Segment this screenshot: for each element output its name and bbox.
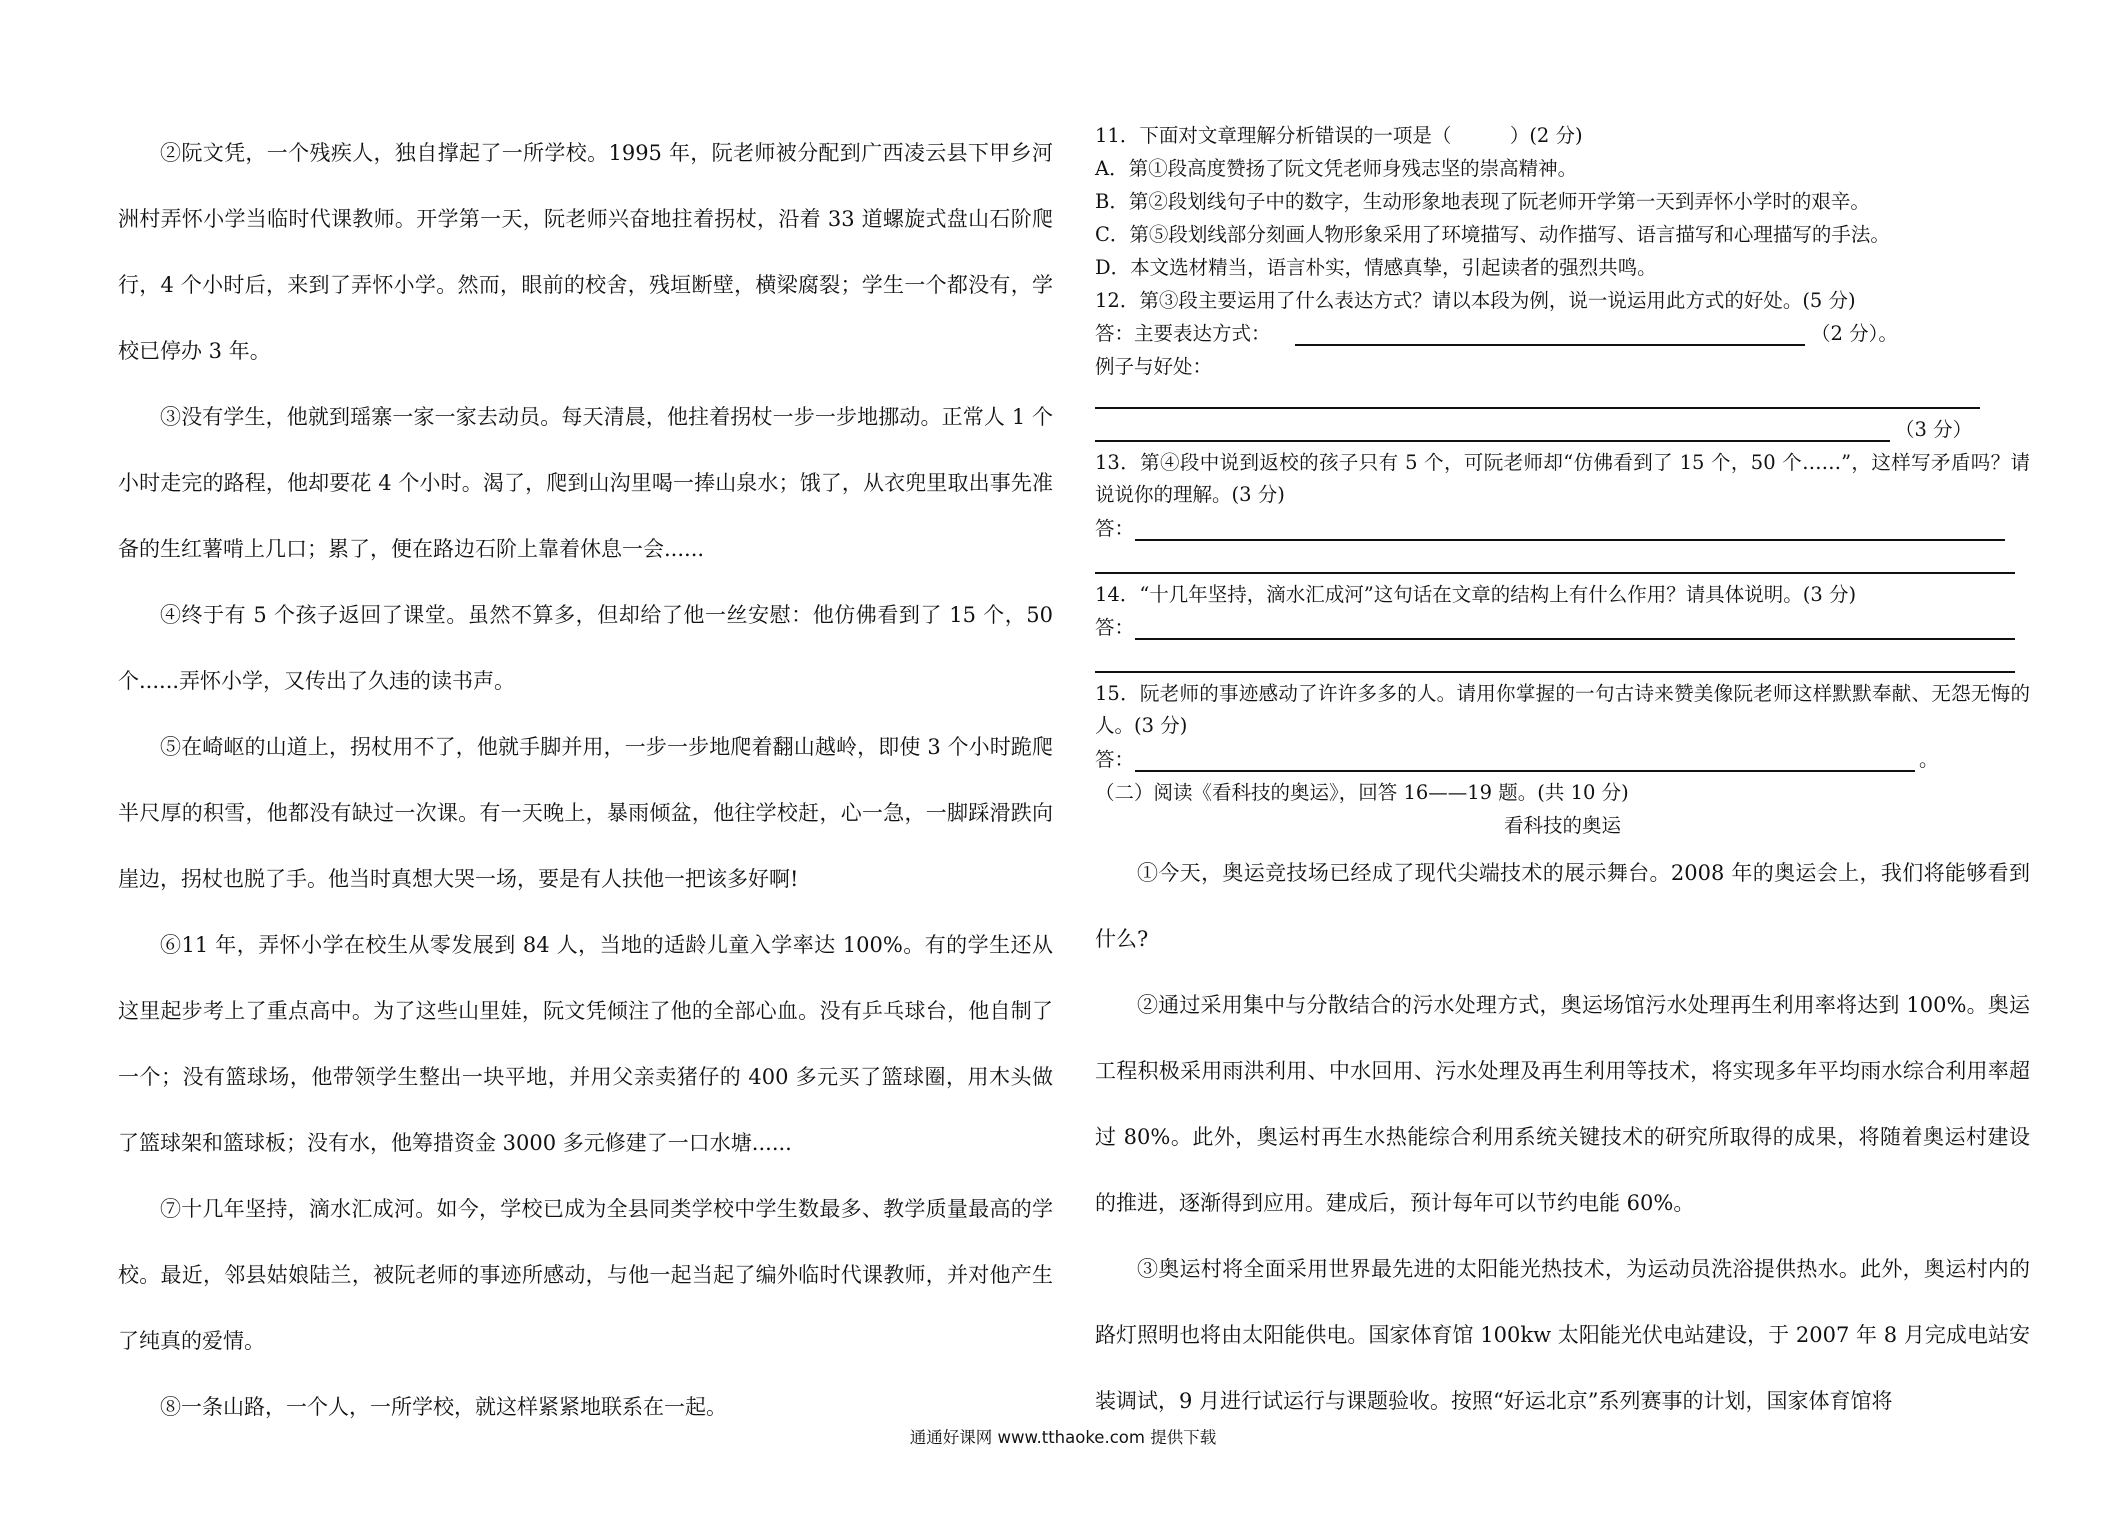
paragraph-5: ⑤在崎岖的山道上，拐杖用不了，他就手脚并用，一步一步地爬着翻山越岭，即使 3 个小时跪爬半尺厚的积雪，他都没有缺过一次课。有一天晚上，暴雨倾盆，他往学校赶，心一急，一脚踩滑跌向崖边，拐杖也脱了手。他当时真想大哭一场，要是有人扶他一把该多好啊! [118, 735, 1053, 891]
section-2-header: （二）阅读《看科技的奥运》，回答 16——19 题。(共 10 分) [1095, 781, 1629, 804]
paragraph-6: ⑥11 年，弄怀小学在校生从零发展到 84 人，当地的适龄儿童入学率达 100%。有的学生还从这里起步考上了重点高中。为了这些山里娃，阮文凭倾注了他的全部心血。没有乒乓球台，他自制了一个；没有篮球场，他带领学生整出一块平地，并用父亲卖猪仔的 400 多元买了篮球圈，用木头做了篮球架和篮球板；没有水，他筹措资金 3000 多元修建了一口水塘...... [118, 933, 1053, 1155]
question-14: 14．“十几年坚持，滴水汇成河”这句话在文章的结构上有什么作用？请具体说明。(3 分) [1095, 583, 1857, 606]
question-11: 11．下面对文章理解分析错误的一项是（ ）(2 分) [1095, 124, 1583, 147]
q14-answer-label: 答： [1095, 616, 1135, 639]
paragraph-7: ⑦十几年坚持，滴水汇成河。如今，学校已成为全县同类学校中学生数最多、教学质量最高的学校。最近，邻县姑娘陆兰，被阮老师的事迹所感动，与他一起当起了编外临时代课教师，并对他产生了纯真的爱情。 [118, 1197, 1053, 1353]
question-13: 13．第④段中说到返校的孩子只有 5 个，可阮老师却“仿佛看到了 15 个，50 个……”，这样写矛盾吗？请说说你的理解。(3 分) [1095, 451, 2030, 506]
q12-answer-label: 答：主要表达方式： [1095, 322, 1271, 345]
article-paragraph-3: ③奥运村将全面采用世界最先进的太阳能光热技术，为运动员洗浴提供热水。此外，奥运村内的路灯照明也将由太阳能供电。国家体育馆 100kw 太阳能光伏电站建设，于 2007 年 8 月完成电站安装调试，9 月进行试运行与课题验收。按照“好运北京”系列赛事的计划，国家体育馆将 [1095, 1257, 2030, 1413]
answer-line[interactable] [1095, 671, 2015, 673]
answer-line[interactable] [1135, 638, 2015, 640]
q12-score: （2 分）。 [1811, 322, 1898, 345]
q15-end: 。 [1919, 748, 1939, 771]
question-12: 12．第③段主要运用了什么表达方式？请以本段为例，说一说运用此方式的好处。(5 分) [1095, 289, 1856, 312]
answer-line[interactable] [1295, 344, 1805, 346]
paragraph-2: ②阮文凭，一个残疾人，独自撑起了一所学校。1995 年，阮老师被分配到广西凌云县下甲乡河洲村弄怀小学当临时代课教师。开学第一天，阮老师兴奋地拄着拐杖，沿着 33 道螺旋式盘山石阶爬行，4 个小时后，来到了弄怀小学。然而，眼前的校舍，残垣断壁，横梁腐裂；学生一个都没有，学校已停办 3 年。 [118, 141, 1053, 363]
answer-line[interactable] [1095, 440, 1890, 442]
q12-example-label: 例子与好处： [1095, 355, 1213, 378]
article-paragraph-1: ①今天，奥运竞技场已经成了现代尖端技术的展示舞台。2008 年的奥运会上，我们将能够看到什么? [1095, 861, 2030, 951]
paragraph-4: ④终于有 5 个孩子返回了课堂。虽然不算多，但却给了他一丝安慰：他仿佛看到了 15 个，50 个......弄怀小学，又传出了久违的读书声。 [118, 603, 1053, 693]
answer-line[interactable] [1135, 539, 2005, 541]
q13-answer-label: 答： [1095, 517, 1135, 540]
q15-answer-label: 答： [1095, 748, 1135, 771]
option-b: B．第②段划线句子中的数字，生动形象地表现了阮老师开学第一天到弄怀小学时的艰辛。 [1095, 190, 1870, 213]
article-paragraph-2: ②通过采用集中与分散结合的污水处理方式，奥运场馆污水处理再生利用率将达到 100%。奥运工程积极采用雨洪利用、中水回用、污水处理及再生利用等技术，将实现多年平均雨水综合利用率超过 80%。此外，奥运村再生水热能综合利用系统关键技术的研究所取得的成果，将随着奥运村建设的推进，逐渐得到应用。建成后，预计每年可以节约电能 60%。 [1095, 993, 2030, 1215]
option-c: C．第⑤段划线部分刻画人物形象采用了环境描写、动作描写、语言描写和心理描写的手法。 [1095, 223, 1890, 246]
paragraph-3: ③没有学生，他就到瑶寨一家一家去动员。每天清晨，他拄着拐杖一步一步地挪动。正常人 1 个小时走完的路程，他却要花 4 个小时。渴了，爬到山沟里喝一捧山泉水；饿了，从衣兜里取出事先准备的生红薯啃上几口；累了，便在路边石阶上靠着休息一会...... [118, 405, 1053, 561]
option-a: A．第①段高度赞扬了阮文凭老师身残志坚的崇高精神。 [1095, 157, 1578, 180]
answer-line[interactable] [1135, 770, 1915, 772]
q12-score-2: （3 分） [1895, 418, 1973, 441]
answer-line[interactable] [1095, 572, 2015, 574]
answer-line[interactable] [1095, 407, 1980, 409]
question-15: 15．阮老师的事迹感动了许许多多的人。请用你掌握的一句古诗来赞美像阮老师这样默默奉献、无怨无悔的人。(3 分) [1095, 682, 2030, 737]
option-d: D．本文选材精当，语言朴实，情感真挚，引起读者的强烈共鸣。 [1095, 256, 1657, 279]
article-title: 看科技的奥运 [1503, 814, 1621, 837]
footer-credit: 通通好课网 www.tthaoke.com 提供下载 [909, 1428, 1217, 1447]
paragraph-8: ⑧一条山路，一个人，一所学校，就这样紧紧地联系在一起。 [160, 1395, 727, 1419]
